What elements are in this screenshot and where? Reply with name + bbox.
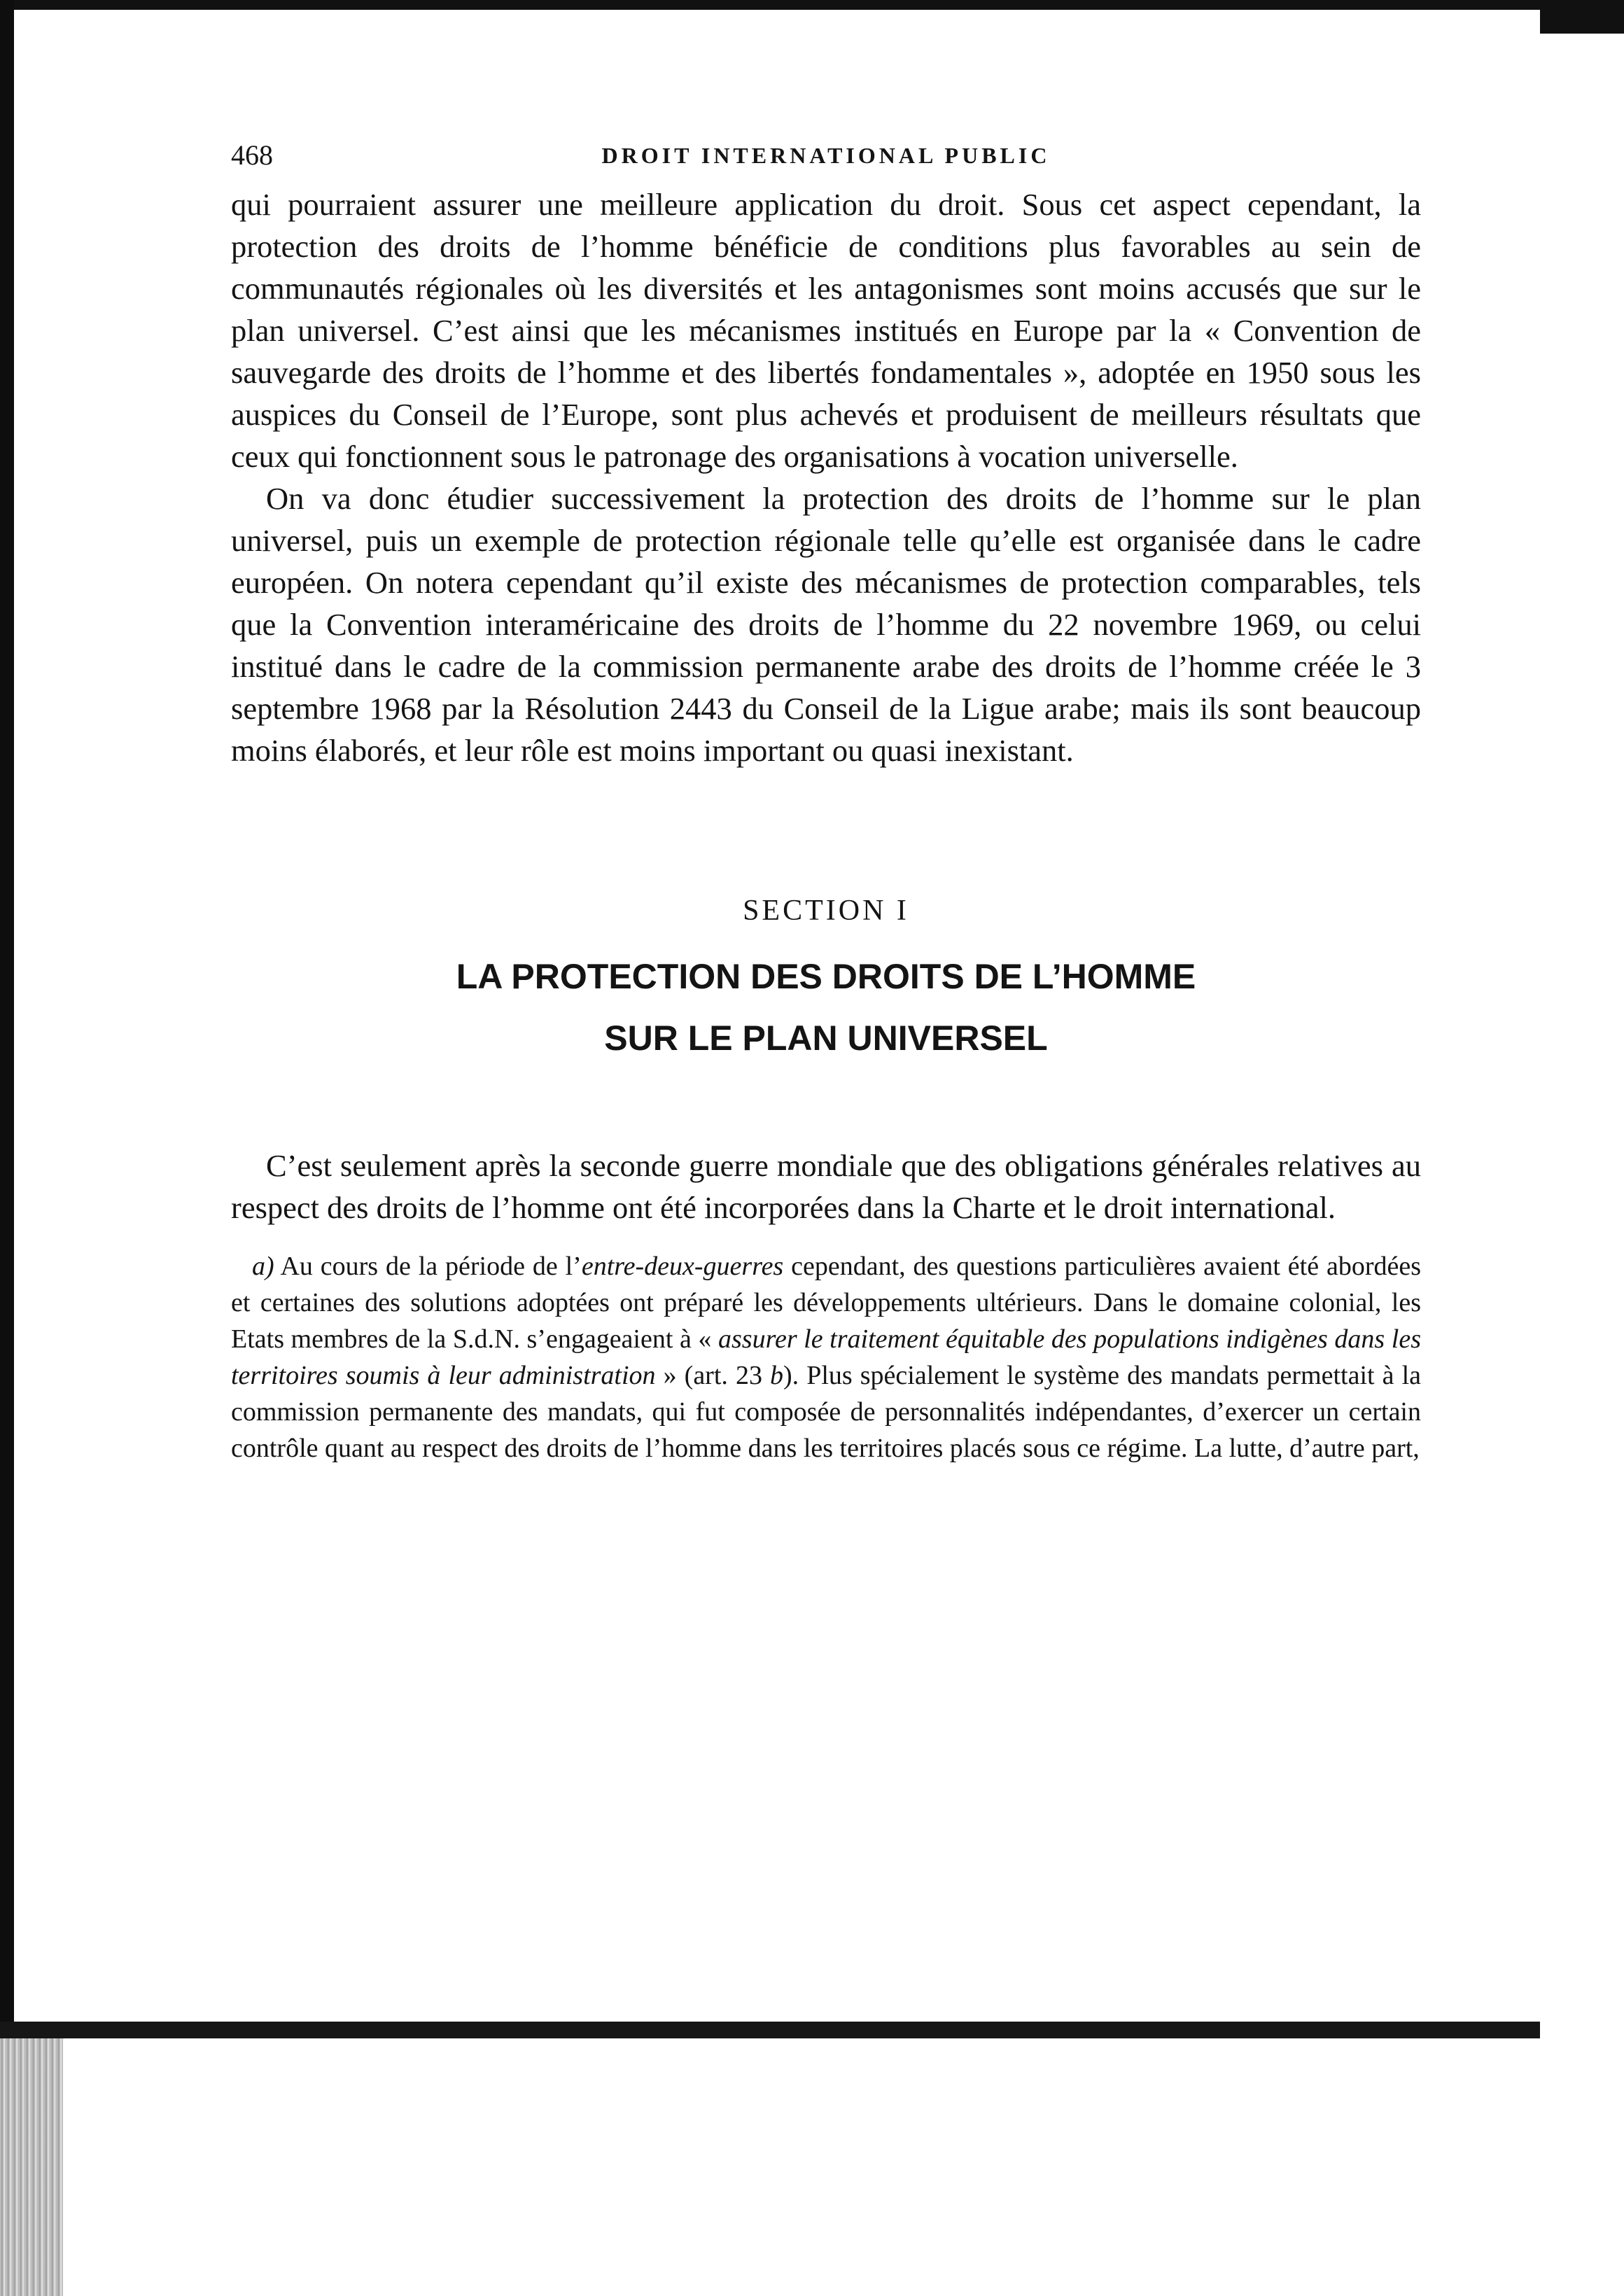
scan-edge-left: [0, 0, 14, 2296]
page-number: 468: [231, 139, 273, 171]
section-title-line-1: LA PROTECTION DES DROITS DE L’HOMME: [456, 957, 1196, 996]
note-text-4: ). Plus spécialement le système des mandats permettait à la commission permanente des mandats, qui fut composée de personnalités indépendantes, d’exercer un certain contrôle quant au respect des droits de l’homme dans les territoires placés sous ce régime. La lutte, d’autre part,: [231, 1361, 1421, 1463]
scan-edge-bottom-left: [0, 2038, 63, 2296]
note-marker: a): [252, 1252, 274, 1281]
note-text-2: cependant, des questions particulières avaient été abordées et certaines des solutions adoptées ont préparé les développements ultérieurs. Dans le domaine colonial, les Etats membres de la S.d.N. s’engageaient à «: [231, 1252, 1421, 1354]
running-title: DROIT INTERNATIONAL PUBLIC: [601, 143, 1051, 168]
note-text-1: Au cours de la période de l’: [280, 1252, 582, 1281]
section-intro-paragraph: C’est seulement après la seconde guerre mondiale que des obligations générales relatives au respect des droits de l’homme ont été incorporées dans la Charte et le droit international.: [231, 1148, 1421, 1225]
note-italic-2: assurer le traitement équitable des populations indigènes dans les territoires soumis à leur administration: [231, 1324, 1421, 1390]
note-paragraph: [231, 1248, 1421, 1466]
note-italic-1: entre-deux-guerres: [581, 1252, 784, 1281]
running-head: [231, 133, 1421, 175]
paragraph-2: On va donc étudier successivement la protection des droits de l’homme sur le plan universel, puis un exemple de protection régionale telle qu’elle est organisée dans le cadre européen. On notera cependant qu’il existe des mécanismes de protection comparables, tels que la Convention interaméricaine des droits de l’homme du 22 novembre 1969, ou celui institué dans le cadre de la commission permanente arabe des droits de l’homme créée le 3 septembre 1968 par la Résolution 2443 du Conseil de la Ligue arabe; mais ils sont beaucoup moins élaborés, et leur rôle est moins important ou quasi inexistant.: [231, 481, 1421, 768]
scan-edge-top-right: [1540, 10, 1624, 34]
section-title: [231, 946, 1421, 1069]
note-text-3: » (art. 23: [655, 1361, 771, 1390]
scan-edge-top: [0, 0, 1624, 10]
section-title-line-2: SUR LE PLAN UNIVERSEL: [604, 1018, 1048, 1058]
book-page: [231, 133, 1421, 1493]
section-label: SECTION I: [743, 895, 909, 927]
note-italic-3: b: [770, 1361, 784, 1390]
paragraph-1: qui pourraient assurer une meilleure application du droit. Sous cet aspect cependant, la protection des droits de l’homme bénéficie de conditions plus favorables au sein de communautés régionales où les diversités et les antagonismes sont moins accusés que sur le plan universel. C’est ainsi que les mécanismes institués en Europe par la « Convention de sauvegarde des droits de l’homme et des libertés fondamentales », adoptée en 1950 sous les auspices du Conseil de l’Europe, sont plus achevés et produisent de meilleurs résultats que ceux qui fonctionnent sous le patronage des organisations à vocation universelle.: [231, 187, 1421, 474]
scan-edge-bottom-rule: [0, 2022, 1540, 2038]
